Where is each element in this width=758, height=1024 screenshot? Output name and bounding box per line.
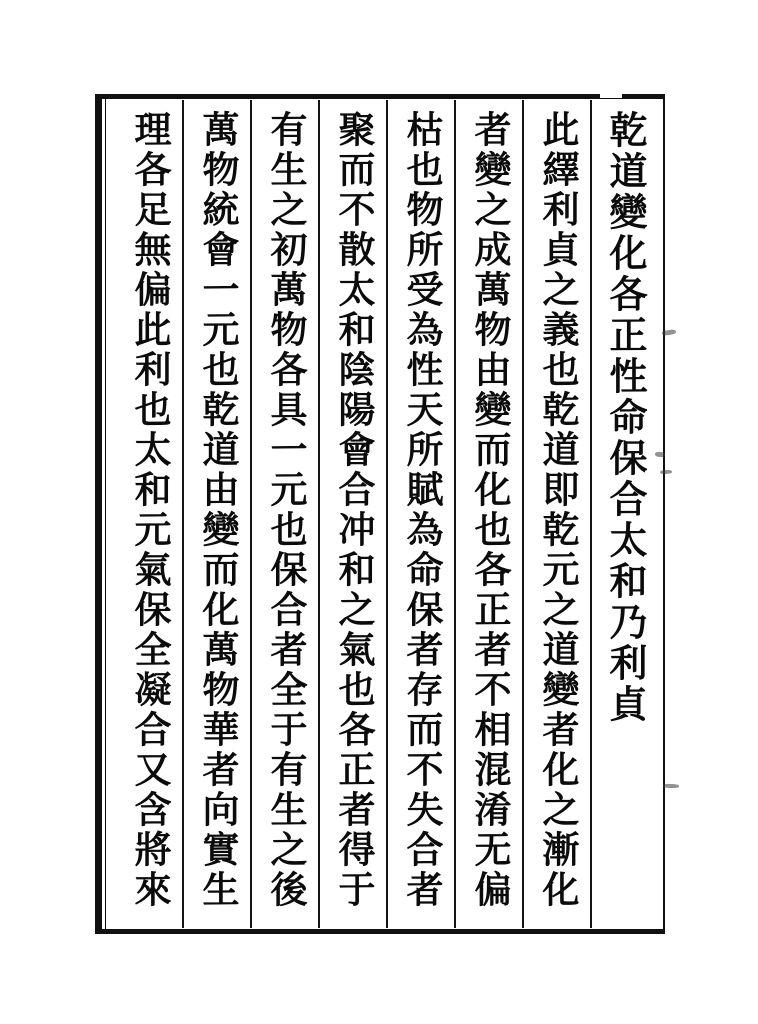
text-column-5 — [320, 100, 388, 928]
ink-mark-3-icon — [660, 470, 672, 475]
ink-mark-2-icon — [655, 451, 665, 457]
frame-gap — [600, 92, 622, 98]
column-text: 乾道變化各正性命保合太和乃利貞 — [603, 109, 649, 726]
text-column-1 — [592, 100, 660, 928]
text-column-2 — [524, 100, 592, 928]
column-text: 此繹利貞之義也乾道即乾元之道變者化之漸化 — [535, 109, 580, 911]
column-text: 理各足無偏此利也太和元氣保全凝合又含將來 — [127, 109, 172, 911]
text-columns — [108, 100, 660, 928]
text-column-8 — [116, 100, 184, 928]
text-column-3 — [456, 100, 524, 928]
text-column-7 — [184, 100, 252, 928]
text-column-6 — [252, 100, 320, 928]
column-text: 聚而不散太和陰陽會合冲和之氣也各正者得于 — [331, 109, 376, 911]
column-text: 萬物統會一元也乾道由變而化萬物華者向實生 — [195, 109, 240, 911]
ink-mark-1-icon — [662, 329, 677, 336]
column-text: 者變之成萬物由變而化也各正者不相混淆无偏 — [467, 109, 512, 911]
column-text: 枯也物所受為性天所賦為命保者存而不失合者 — [399, 109, 444, 911]
text-column-4 — [388, 100, 456, 928]
ink-mark-4-icon — [663, 784, 679, 789]
column-text: 有生之初萬物各具一元也保合者全于有生之後 — [263, 109, 308, 911]
